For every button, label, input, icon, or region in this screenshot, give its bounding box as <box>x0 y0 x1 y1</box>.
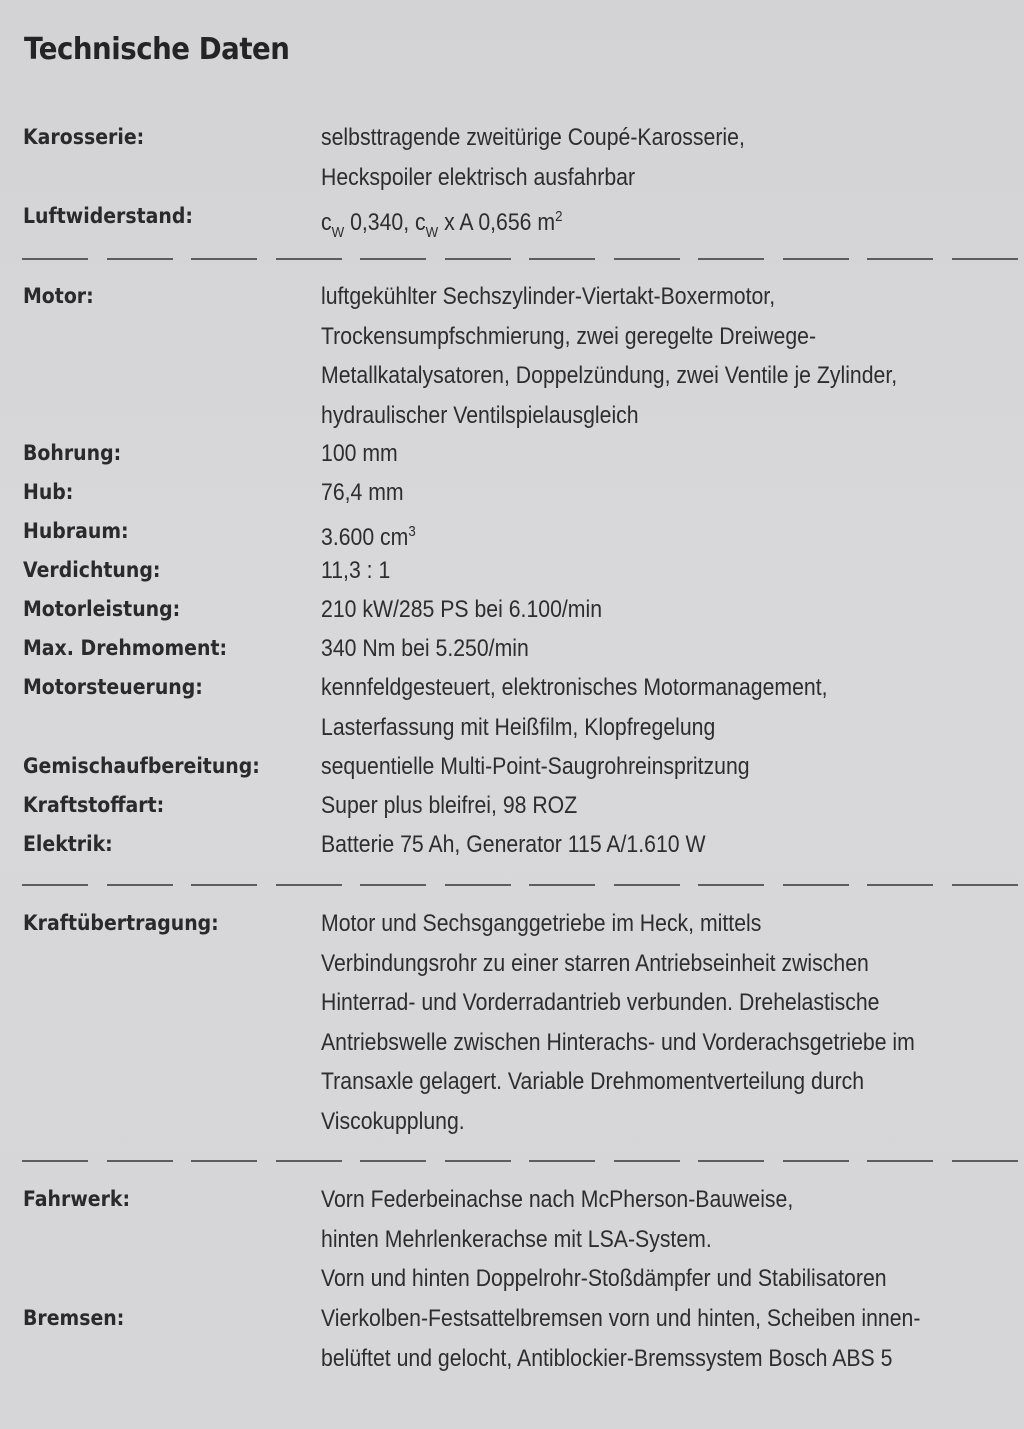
spec-value-line: Motor und Sechsganggetriebe im Heck, mittels <box>321 910 762 937</box>
spec-value-line: Hinterrad- und Vorderradantrieb verbunden. Drehelastische <box>321 989 880 1016</box>
hubraum-superscript: 3 <box>408 523 416 540</box>
cw-subscript: W <box>331 224 345 241</box>
cwa-superscript: 2 <box>555 208 563 225</box>
spec-label: Motorsteuerung: <box>23 675 203 699</box>
spec-label: Motor: <box>23 284 94 308</box>
spec-value-line: luftgekühlter Sechszylinder-Viertakt-Boxermotor, <box>321 283 776 310</box>
cw-symbol: c <box>321 209 332 236</box>
spec-value <box>321 197 994 253</box>
spec-label: Max. Drehmoment: <box>23 636 228 660</box>
spec-label: Kraftübertragung: <box>23 911 219 935</box>
section-divider <box>22 884 1018 886</box>
spec-value-line: Transaxle gelagert. Variable Drehmomentverteilung durch <box>321 1068 865 1095</box>
spec-label: Elektrik: <box>23 832 113 856</box>
spec-value <box>321 825 994 865</box>
spec-label: Karosserie: <box>23 125 145 149</box>
spec-value <box>321 590 994 630</box>
spec-value-line: 340 Nm bei 5.250/min <box>321 635 529 662</box>
spec-value-line: Super plus bleifrei, 98 ROZ <box>321 792 578 819</box>
spec-value-line: Trockensumpfschmierung, zwei geregelte Dreiwege- <box>321 322 817 350</box>
cwa-symbol: c <box>415 209 426 236</box>
spec-value-line: kennfeldgesteuert, elektronisches Motormanagement, <box>321 674 828 701</box>
hubraum-value: 3.600 cm <box>321 524 409 551</box>
spec-label: Hubraum: <box>23 519 129 543</box>
page-title: Technische Daten <box>24 32 290 67</box>
spec-value-line: sequentielle Multi-Point-Saugrohreinspritzung <box>321 753 750 780</box>
spec-value-line: selbsttragende zweitürige Coupé-Karosserie, <box>321 124 745 151</box>
spec-value-line: 11,3 : 1 <box>321 557 391 584</box>
spec-value-line: 76,4 mm <box>321 479 404 506</box>
spec-value <box>321 118 994 197</box>
spec-value <box>321 1299 994 1378</box>
spec-value <box>321 551 994 591</box>
spec-value-line: belüftet und gelocht, Antiblockier-Bremssystem Bosch ABS 5 <box>321 1344 893 1372</box>
spec-value-line: Verbindungsrohr zu einer starren Antriebseinheit zwischen <box>321 949 869 977</box>
spec-label: Gemischaufbereitung: <box>23 754 260 778</box>
spec-label: Bremsen: <box>23 1306 125 1330</box>
spec-label: Bohrung: <box>23 441 122 465</box>
spec-value-line: Viscokupplung. <box>321 1107 465 1135</box>
spec-value-line: Vorn und hinten Doppelrohr-Stoßdämpfer und Stabilisatoren <box>321 1265 887 1292</box>
spec-label: Verdichtung: <box>23 558 161 582</box>
section-divider <box>22 258 1018 260</box>
cwa-subscript: W <box>425 224 439 241</box>
spec-value-line: Antriebswelle zwischen Hinterachs- und Vorderachsgetriebe im <box>321 1028 915 1056</box>
spec-value-line: Vierkolben-Festsattelbremsen vorn und hinten, Scheiben innen- <box>321 1305 921 1332</box>
spec-value-line: hydraulischer Ventilspielausgleich <box>321 401 639 429</box>
spec-value <box>321 277 994 435</box>
spec-value <box>321 473 994 513</box>
spec-value-line: Vorn Federbeinachse nach McPherson-Bauweise, <box>321 1186 794 1213</box>
spec-label: Kraftstoffart: <box>23 793 165 817</box>
cwa-value: x A 0,656 m <box>438 209 556 236</box>
section-divider <box>22 1160 1018 1162</box>
spec-value-line: Lasterfassung mit Heißfilm, Klopfregelung <box>321 713 716 741</box>
spec-label: Luftwiderstand: <box>23 204 193 228</box>
spec-value <box>321 434 994 474</box>
spec-value <box>321 629 994 669</box>
spec-value <box>321 1180 994 1299</box>
spec-value-line: Heckspoiler elektrisch ausfahrbar <box>321 163 636 191</box>
spec-value <box>321 904 994 1141</box>
spec-value-line: Metallkatalysatoren, Doppelzündung, zwei Ventile je Zylinder, <box>321 362 898 389</box>
spec-value <box>321 747 994 787</box>
spec-value <box>321 786 994 826</box>
spec-value-line: Batterie 75 Ah, Generator 115 A/1.610 W <box>321 831 706 858</box>
spec-value-line <box>321 197 994 253</box>
spec-value-line: 100 mm <box>321 440 398 467</box>
spec-value <box>321 668 994 747</box>
spec-value-line: 210 kW/285 PS bei 6.100/min <box>321 596 603 623</box>
cw-value: 0,340, <box>344 209 416 236</box>
spec-value-line: hinten Mehrlenkerachse mit LSA-System. <box>321 1225 712 1253</box>
spec-label: Hub: <box>23 480 74 504</box>
spec-label: Fahrwerk: <box>23 1187 131 1211</box>
spec-label: Motorleistung: <box>23 597 181 621</box>
